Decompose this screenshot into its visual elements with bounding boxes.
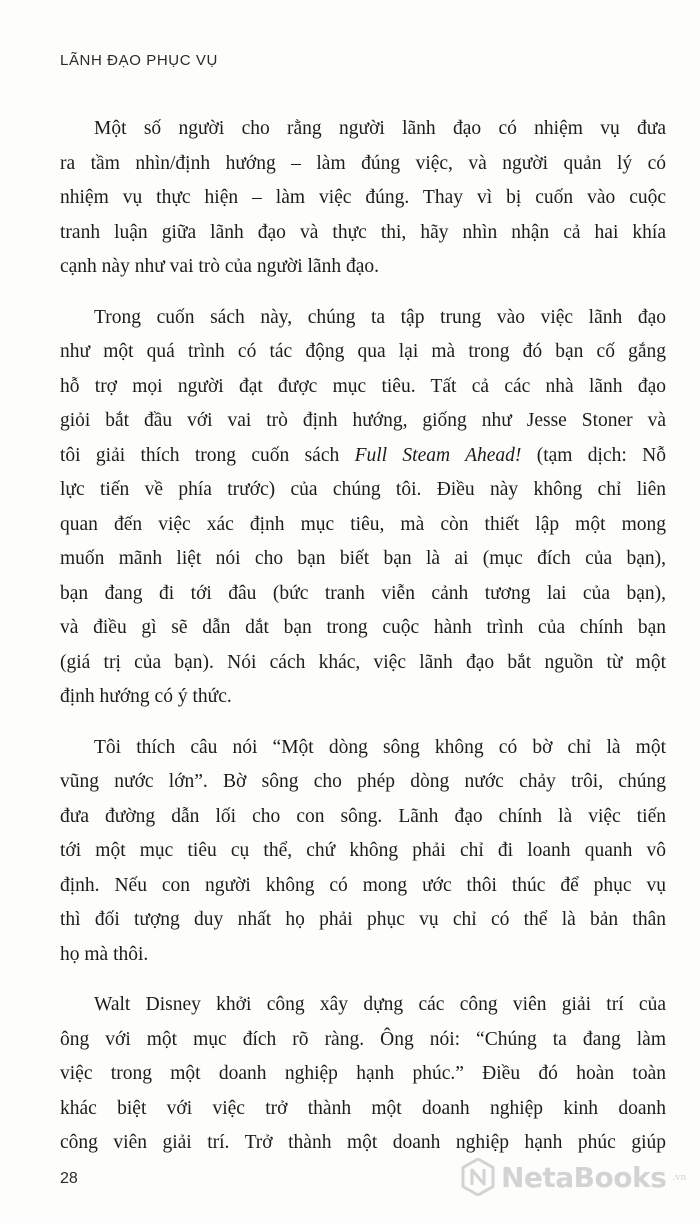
- text-line: cạnh này như vai trò của người lãnh đạo.: [60, 256, 379, 277]
- text-line: Trong cuốn sách này, chúng ta tập trung vào việc lãnh đạo: [94, 306, 666, 328]
- text-line: Walt Disney khởi công xây dựng các công viên giải trí của: [94, 994, 666, 1015]
- text-line: khác biệt với việc trở thành một doanh nghiệp kinh doanh: [60, 1097, 666, 1119]
- text-line: thì đối tượng duy nhất họ phải phục vụ chỉ có thể là bản thân: [60, 909, 666, 930]
- paragraph: [60, 988, 666, 1161]
- text-line: bạn đang đi tới đâu (bức tranh viễn cảnh tương lai của bạn),: [60, 582, 666, 604]
- text-line: Tôi thích câu nói “Một dòng sông không có bờ chỉ là một: [94, 736, 666, 758]
- text-line: quan đến việc xác định mục tiêu, mà còn thiết lập một mong: [60, 513, 666, 535]
- text-line: ra tầm nhìn/định hướng – làm đúng việc, và người quản lý có: [60, 152, 666, 174]
- text-line: ông với một mục đích rõ ràng. Ông nói: “Chúng ta đang làm: [60, 1028, 666, 1050]
- book-title: Full Steam Ahead!: [354, 444, 522, 466]
- text-line: (giá trị của bạn). Nói cách khác, việc lãnh đạo bắt nguồn từ một: [60, 651, 666, 673]
- text-line: như một quá trình có tác động qua lại mà trong đó bạn cố gắng: [60, 341, 666, 362]
- paragraph: [60, 301, 666, 715]
- running-header: LÃNH ĐẠO PHỤC VỤ: [60, 52, 218, 69]
- text-line: họ mà thôi.: [60, 943, 149, 965]
- text-line: Một số người cho rằng người lãnh đạo có nhiệm vụ đưa: [94, 118, 666, 139]
- text-line: đưa đường dẫn lối cho con sông. Lãnh đạo chính là việc tiến: [60, 805, 666, 827]
- text-line: định. Nếu con người không có mong ước thôi thúc để phục vụ: [60, 874, 666, 896]
- text-line: giỏi bắt đầu với vai trò định hướng, giống như Jesse Stoner và: [60, 410, 666, 431]
- text-line: việc trong một doanh nghiệp hạnh phúc.” Điều đó hoàn toàn: [60, 1063, 666, 1084]
- text-line: nhiệm vụ thực hiện – làm việc đúng. Thay vì bị cuốn vào cuộc: [60, 187, 666, 208]
- watermark-brand: NetaBooks: [500, 1160, 667, 1194]
- paragraph: [60, 112, 666, 285]
- text-line: định hướng có ý thức.: [60, 686, 232, 707]
- text-line: tranh luận giữa lãnh đạo và thực thi, hãy nhìn nhận cả hai khía: [60, 221, 666, 243]
- text-line: vũng nước lớn”. Bờ sông cho phép dòng nước chảy trôi, chúng: [60, 771, 666, 792]
- netabooks-logo-icon: [461, 1158, 495, 1196]
- text-line: lực tiến về phía trước) của chúng tôi. Điều này không chỉ liên: [60, 479, 666, 500]
- paragraph: [60, 731, 666, 973]
- text-line: hỗ trợ mọi người đạt được mục tiêu. Tất cả các nhà lãnh đạo: [60, 375, 666, 397]
- page-number: 28: [60, 1170, 78, 1187]
- watermark: [461, 1158, 686, 1196]
- text-line: tôi giải thích trong cuốn sách Full Steam Ahead! (tạm dịch: Nỗ: [60, 444, 666, 466]
- text-line: và điều gì sẽ dẫn dắt bạn trong cuộc hành trình của chính bạn: [60, 617, 666, 638]
- text-line: tới một mục tiêu cụ thể, chứ không phải chỉ đi loanh quanh vô: [60, 840, 666, 861]
- watermark-tld: .vn: [672, 1171, 686, 1183]
- body-text: [60, 112, 666, 1177]
- text-line: công viên giải trí. Trở thành một doanh nghiệp hạnh phúc giúp: [60, 1132, 666, 1153]
- text-line: muốn mãnh liệt nói cho bạn biết bạn là ai (mục đích của bạn),: [60, 548, 666, 569]
